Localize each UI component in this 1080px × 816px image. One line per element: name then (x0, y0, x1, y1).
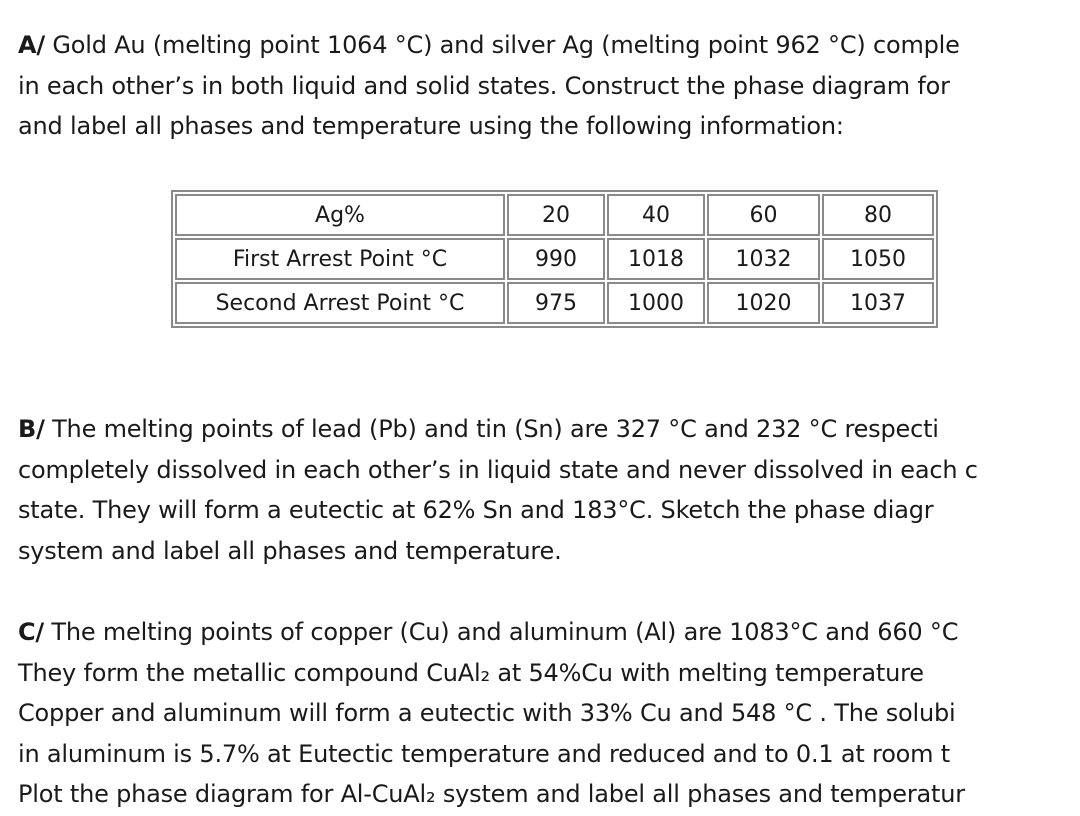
question-c (18, 612, 965, 815)
table-cell: 1050 (822, 238, 934, 280)
table-row-label: Second Arrest Point °C (175, 282, 505, 324)
table-row-label: First Arrest Point °C (175, 238, 505, 280)
table-row (175, 238, 934, 280)
question-c-line-4: in aluminum is 5.7% at Eutectic temperature and reduced and to 0.1 at room t (18, 739, 950, 768)
question-a-line-2: in each other’s in both liquid and solid states. Construct the phase diagram for (18, 71, 950, 100)
table-header-cell: 60 (707, 194, 820, 236)
table-header-cell: 20 (507, 194, 605, 236)
question-b-line-4: system and label all phases and temperature. (18, 536, 562, 565)
question-a-tag: A/ (18, 31, 45, 59)
question-b (18, 409, 978, 571)
question-b-line-2: completely dissolved in each other’s in liquid state and never dissolved in each c (18, 455, 978, 484)
table-cell: 1032 (707, 238, 820, 280)
question-c-line-5: Plot the phase diagram for Al-CuAl₂ system and label all phases and temperatur (18, 780, 965, 808)
question-b-line-3: state. They will form a eutectic at 62% Sn and 183°C. Sketch the phase diagr (18, 496, 934, 524)
table-header-cell: 40 (607, 194, 705, 236)
table-header-cell: 80 (822, 194, 934, 236)
question-a-line-1-text: Gold Au (melting point 1064 °C) and silver Ag (melting point 962 °C) comple (44, 31, 960, 59)
arrest-point-table-wrap (171, 190, 938, 328)
arrest-point-table (171, 190, 938, 328)
question-c-line-1 (18, 612, 965, 653)
question-c-line-3: Copper and aluminum will form a eutectic with 33% Cu and 548 °C . The solubi (18, 699, 956, 727)
table-cell: 975 (507, 282, 605, 324)
question-b-line-1-text: The melting points of lead (Pb) and tin (Sn) are 327 °C and 232 °C respecti (44, 415, 939, 443)
question-c-tag: C/ (18, 618, 44, 646)
question-b-line-1 (18, 409, 978, 450)
table-cell: 990 (507, 238, 605, 280)
question-a-line-1 (18, 25, 960, 66)
question-a (18, 25, 960, 147)
table-cell: 1037 (822, 282, 934, 324)
question-c-line-1-text: The melting points of copper (Cu) and aluminum (Al) are 1083°C and 660 °C (43, 618, 959, 646)
question-b-tag: B/ (18, 415, 45, 443)
table-row (175, 282, 934, 324)
table-header-label: Ag% (175, 194, 505, 236)
table-header-row (175, 194, 934, 236)
question-c-line-2: They form the metallic compound CuAl₂ at 54%Cu with melting temperature (18, 658, 924, 687)
question-a-line-3: and label all phases and temperature using the following information: (18, 112, 844, 140)
table-cell: 1018 (607, 238, 705, 280)
table-cell: 1000 (607, 282, 705, 324)
table-cell: 1020 (707, 282, 820, 324)
